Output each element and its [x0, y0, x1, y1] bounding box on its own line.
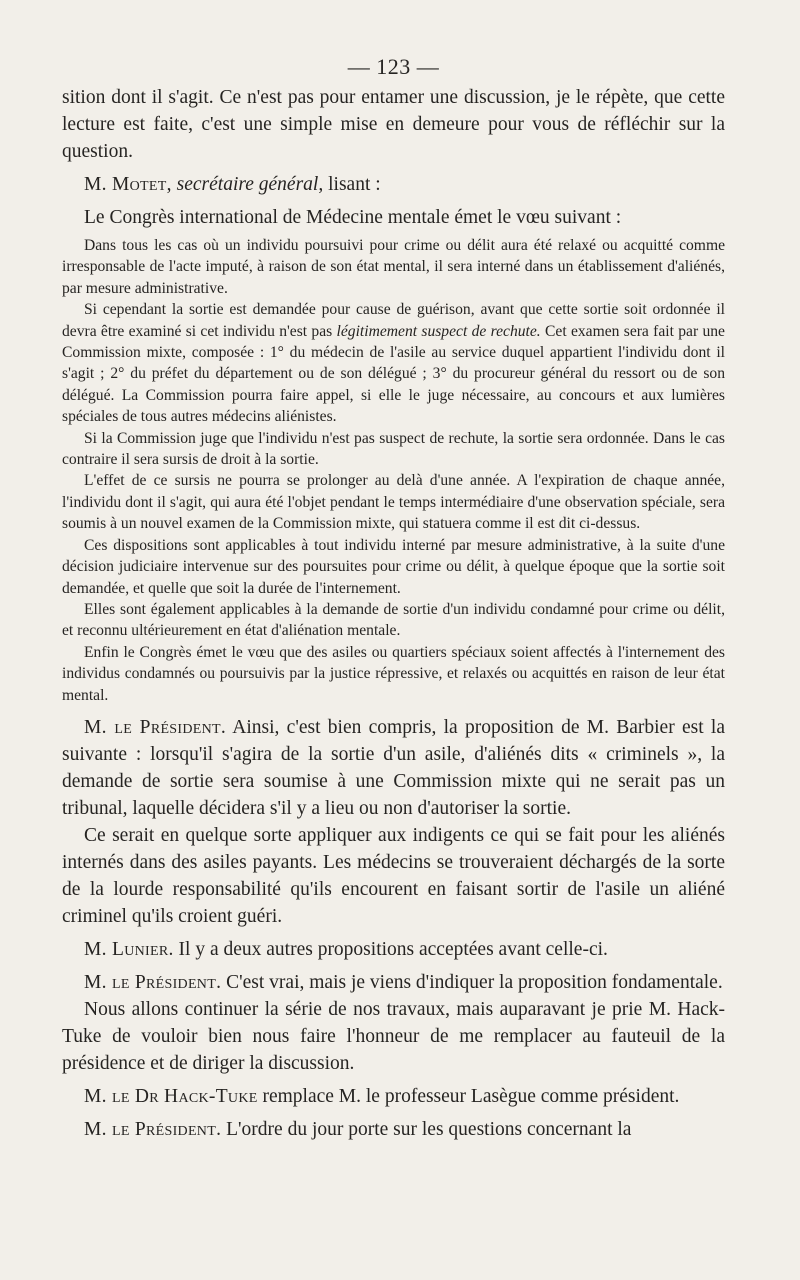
paragraph-text: Cet examen sera fait par une Commission mixte, composée : 1° du médecin de l'asile au service duquel appartient l'individu dont il s'agit ; 2° du préfet du département ou de son délégué ; 3° du procureur général du ressort ou de son délégué. La Commission pourra faire appel, si elle le juge nécessaire, au concours et aux lumières spéciales de tous autres médecins aliénistes. [62, 322, 725, 426]
resolution-paragraph: Elles sont également applicables à la demande de sortie d'un individu condamné pour crime ou délit, et reconnu ultérieurement en état d'aliénation mentale. [62, 600, 725, 640]
resolution-paragraph: L'effet de ce sursis ne pourra se prolonger au delà d'une année. A l'expiration de chaque année, l'individu dont il s'agit, qui aura été l'objet pendant le temps intermédiaire d'une observation spéciale, sera soumis à un nouvel examen de la Commission mixte, qui statuera comme il est dit ci-dessus. [62, 472, 725, 533]
paragraph-lunier [62, 936, 725, 963]
resolution-text [62, 235, 725, 706]
paragraph-president-3: Nous allons continuer la série de nos travaux, mais auparavant je prie M. Hack-Tuke de vouloir bien nous faire l'honneur de me remplacer au fauteuil de la présidence et de diriger la discussion. [62, 998, 725, 1074]
resolution-paragraph [62, 299, 725, 427]
paragraph-president-1 [62, 714, 725, 822]
paragraph-text: Il y a deux autres propositions acceptées avant celle-ci. [178, 938, 608, 960]
paragraph-hack-tuke [62, 1083, 725, 1110]
paragraph-motet-reading [62, 171, 725, 198]
speaker-name: M. Motet, [84, 174, 172, 195]
paragraph-text: C'est vrai, mais je viens d'indiquer la proposition fondamentale. [226, 971, 723, 993]
speaker-name: M. le Président. [84, 971, 222, 993]
paragraph-text: remplace M. le professeur Lasègue comme président. [262, 1085, 680, 1107]
speaker-name: M. le Président. [84, 716, 227, 738]
resolution-paragraph: Ces dispositions sont applicables à tout individu interné par mesure administrative, à la suite d'une décision judiciaire intervenue sur des poursuites pour crime ou délit, à quelque époque que la sortie soit demandée, et quelle que soit la durée de l'internement. [62, 536, 725, 597]
resolution-paragraph: Dans tous les cas où un individu poursuivi pour crime ou délit aura été relaxé ou acquitté comme irresponsable de l'acte imputé, à raison de son état mental, il sera interné dans un établissement d'aliénés, par mesure administrative. [62, 237, 725, 297]
speaker-name: M. le Président. [84, 1118, 222, 1140]
speaker-role: secrétaire général, [176, 174, 324, 195]
paragraph-text: lisant : [328, 174, 381, 195]
paragraph-president-continued: Ce serait en quelque sorte appliquer aux indigents ce qui se fait pour les aliénés internés dans des asiles payants. Les médecins se trouveraient déchargés de la sorte de la lourde responsabilité qu'ils encourent en faisant sortir de l'asile un aliéné criminel qu'ils croient guéri. [62, 824, 725, 927]
resolution-paragraph: Enfin le Congrès émet le vœu que des asiles ou quartiers spéciaux soient affectés à l'internement des individus condamnés ou poursuivis par la justice répressive, et relaxés ou acquittés en raison de leur état mental. [62, 643, 725, 704]
paragraph-continuation: sition dont il s'agit. Ce n'est pas pour entamer une discussion, je le répète, que cette lecture est faite, c'est une simple mise en demeure pour vous de réfléchir sur la question. [62, 87, 725, 162]
speaker-name: M. Lunier. [84, 938, 174, 960]
speaker-name: M. le Dr Hack-Tuke [84, 1085, 258, 1107]
paragraph-text: Ainsi, c'est bien compris, la proposition de M. Barbier est la suivante : lorsqu'il s'agira de la sortie d'un asile, d'aliénés dits « criminels », la demande de sortie sera soumise à une Commission mixte qui ne serait pas un tribunal, laquelle décidera s'il y a lieu ou non d'autoriser la sortie. [62, 716, 725, 819]
resolution-paragraph: Si la Commission juge que l'individu n'est pas suspect de rechute, la sortie sera ordonnée. Dans le cas contraire il sera sursis de droit à la sortie. [62, 429, 725, 469]
paragraph-text: Si cependant la sortie est demandée pour cause de guérison, avant que cette sortie soit ordonnée il devra être examiné si cet individu n'est pas [62, 301, 725, 340]
emphasis-text: légitimement suspect de rechute. [336, 322, 541, 340]
page-number: — 123 — [347, 54, 440, 79]
paragraph-text: L'ordre du jour porte sur les questions concernant la [226, 1118, 632, 1140]
document-page [62, 52, 725, 1143]
paragraph-congress-wish: Le Congrès international de Médecine mentale émet le vœu suivant : [84, 207, 622, 228]
paragraph-president-4 [62, 1116, 725, 1143]
paragraph-president-2 [62, 969, 725, 996]
